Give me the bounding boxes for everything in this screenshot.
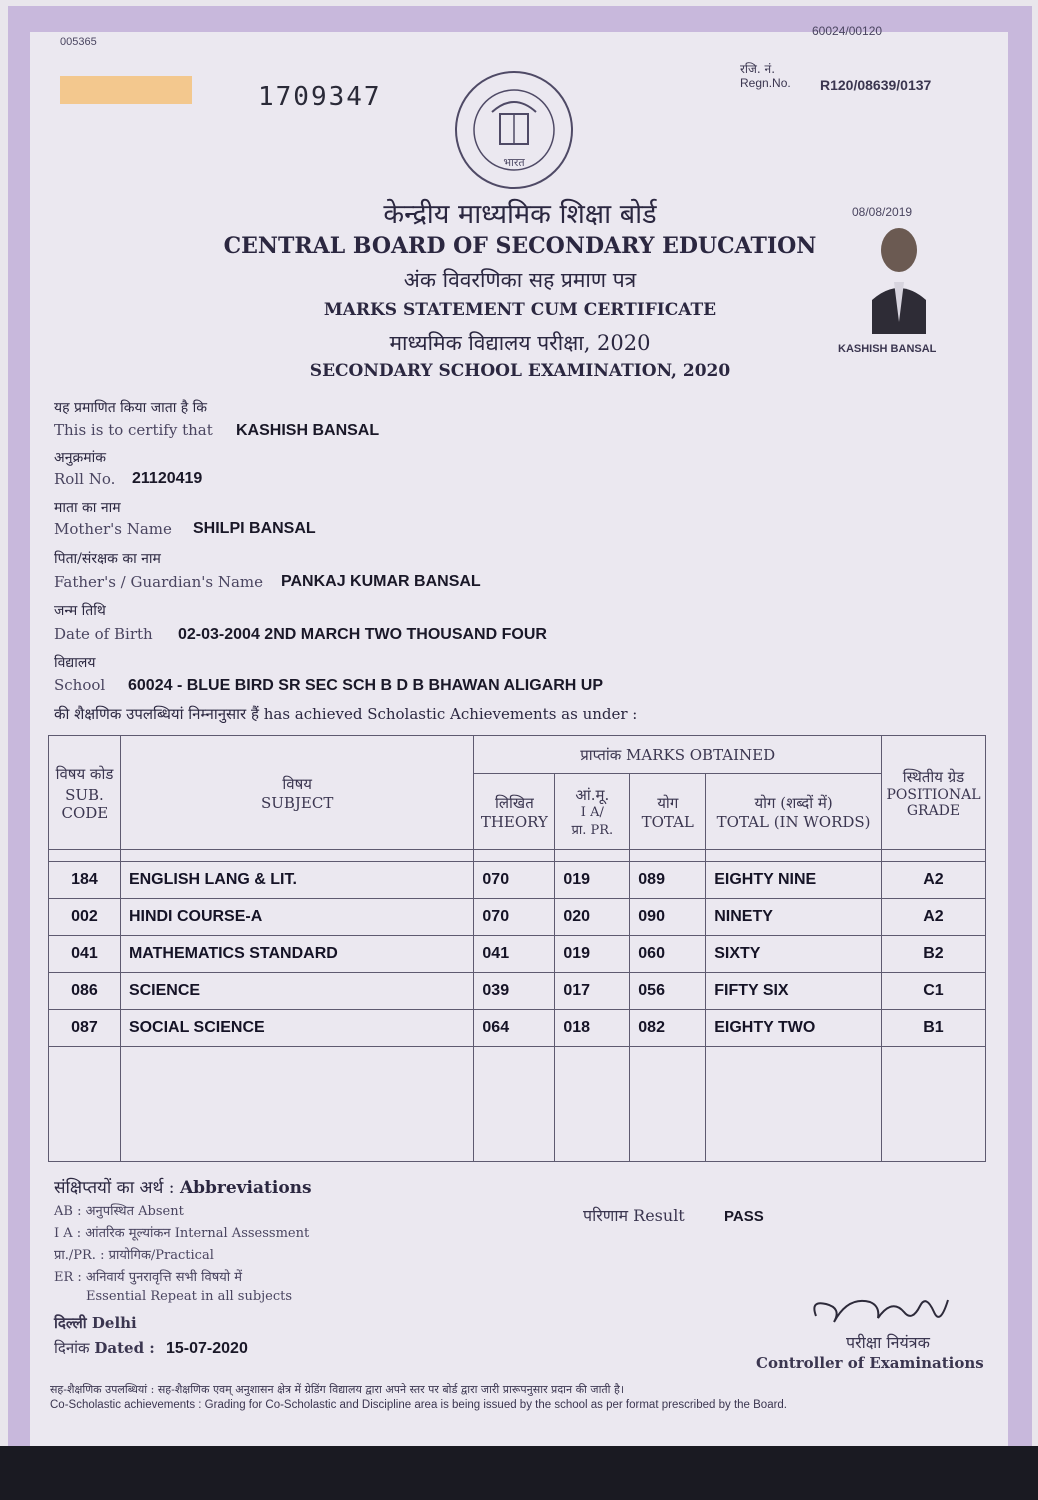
- father-label-hindi: पिता/संरक्षक का नाम: [54, 551, 161, 567]
- header-total-english: TOTAL: [641, 812, 694, 831]
- table-row: [49, 1010, 986, 1047]
- cell-grade: A2: [881, 899, 985, 936]
- header-marks-hindi: प्राप्तांक: [580, 745, 622, 764]
- cell-ia: 019: [555, 862, 630, 899]
- header-subject-english: SUBJECT: [260, 793, 334, 812]
- result-label-english: Result: [633, 1206, 685, 1225]
- header-ia-hindi: आं.मू.: [575, 786, 610, 804]
- father-label-english: Father's / Guardian's Name: [54, 573, 263, 591]
- cell-grade: C1: [881, 973, 985, 1010]
- header-grade: [881, 736, 985, 850]
- header-sub-code: [49, 736, 121, 850]
- header-theory: [474, 774, 555, 850]
- cell-ia: 018: [555, 1010, 630, 1047]
- achievements-hindi: की शैक्षणिक उपलब्धियां निम्नानुसार हैं: [54, 705, 259, 723]
- result-value: PASS: [724, 1208, 764, 1225]
- header-ia-practical: प्रा. PR.: [571, 823, 614, 838]
- cell-subject: SOCIAL SCIENCE: [120, 1010, 473, 1047]
- roll-label-english: Roll No.: [54, 470, 116, 488]
- cell-words: EIGHTY TWO: [706, 1010, 882, 1047]
- header-grade-english: POSITIONAL GRADE: [886, 786, 981, 819]
- marks-table: [48, 735, 986, 1162]
- board-title-english: CENTRAL BOARD OF SECONDARY EDUCATION: [223, 233, 817, 259]
- cell-words: NINETY: [706, 899, 882, 936]
- cell-subject: SCIENCE: [120, 973, 473, 1010]
- cell-code: 184: [49, 862, 121, 899]
- mother-label-english: Mother's Name: [54, 520, 172, 538]
- student-name: KASHISH BANSAL: [236, 422, 380, 439]
- achievements-english: has achieved Scholastic Achievements as under :: [263, 705, 638, 723]
- school-name: 60024 - BLUE BIRD SR SEC SCH B D B BHAWAN ALIGARH UP: [128, 677, 604, 694]
- abbreviations-title-hindi: संक्षिप्तयों का अर्थ :: [54, 1178, 175, 1198]
- controller-signature: [808, 1282, 958, 1334]
- place: [54, 1313, 137, 1333]
- dob-label-hindi: जन्म तिथि: [54, 603, 106, 619]
- place-hindi: दिल्ली: [54, 1314, 87, 1332]
- issue-date: 15-07-2020: [166, 1340, 248, 1357]
- certificate-title-hindi: अंक विवरणिका सह प्रमाण पत्र: [403, 268, 637, 292]
- table-row: [49, 899, 986, 936]
- cell-subject: ENGLISH LANG & LIT.: [120, 862, 473, 899]
- photo-caption: KASHISH BANSAL: [838, 343, 937, 355]
- result-label: [583, 1204, 685, 1226]
- header-total-words: [706, 774, 882, 850]
- abbr-essential-repeat-hindi: ER : अनिवार्य पुनरावृत्ति सभी विषयो में: [54, 1270, 243, 1285]
- cell-code: 086: [49, 973, 121, 1010]
- result-label-hindi: परिणाम: [583, 1206, 629, 1225]
- header-subject-hindi: विषय: [282, 774, 312, 793]
- co-scholastic-note-hindi: सह-शैक्षणिक उपलब्धियां : सह-शैक्षणिक एवम् अनुशासन क्षेत्र में ग्रेडिंग विद्यालय द्वारा अपने स्तर पर बोर्ड द्वारा जारी प्रारूपनुसार प्रदान की जाती है।: [50, 1383, 625, 1396]
- cell-words: EIGHTY NINE: [706, 862, 882, 899]
- abbr-internal-assessment: I A : आंतरिक मूल्यांकन Internal Assessment: [54, 1226, 310, 1241]
- dated-label-hindi: दिनांक: [54, 1339, 90, 1357]
- cell-subject: MATHEMATICS STANDARD: [120, 936, 473, 973]
- mother-name: SHILPI BANSAL: [193, 520, 316, 537]
- header-marks-english: MARKS OBTAINED: [626, 745, 776, 764]
- cell-total: 090: [630, 899, 706, 936]
- cell-ia: 019: [555, 936, 630, 973]
- cell-code: 041: [49, 936, 121, 973]
- student-photo: [868, 222, 930, 334]
- cell-theory: 070: [474, 899, 555, 936]
- cell-theory: 039: [474, 973, 555, 1010]
- abbr-practical: प्रा./PR. : प्रायोगिक/Practical: [54, 1248, 214, 1263]
- header-words-english: TOTAL (IN WORDS): [716, 812, 871, 831]
- serial-left: 005365: [60, 36, 97, 48]
- achievements-line: [54, 704, 637, 724]
- seal-bottom-text: भारत: [503, 156, 525, 169]
- table-row: [49, 973, 986, 1010]
- header-subject: [120, 736, 473, 850]
- regn-label-hindi: रजि. नं.: [740, 62, 776, 76]
- header-sub-code-english: SUB. CODE: [61, 785, 109, 822]
- cell-ia: 017: [555, 973, 630, 1010]
- certify-label-english: This is to certify that: [54, 421, 213, 439]
- regn-label: [740, 62, 791, 90]
- cell-ia: 020: [555, 899, 630, 936]
- table-row: [49, 936, 986, 973]
- header-ia-english: I A/: [580, 805, 604, 820]
- controller-title-hindi: परीक्षा नियंत्रक: [846, 1333, 930, 1352]
- cell-code: 002: [49, 899, 121, 936]
- cell-theory: 064: [474, 1010, 555, 1047]
- co-scholastic-note-english: Co-Scholastic achievements : Grading for Co-Scholastic and Discipline area is being issued by the school as per format prescribed by the Board.: [50, 1399, 788, 1411]
- photo-date: 08/08/2019: [852, 205, 913, 219]
- exam-title-english: SECONDARY SCHOOL EXAMINATION, 2020: [309, 361, 731, 381]
- certificate-number: 1709347: [258, 82, 382, 112]
- place-english: Delhi: [91, 1314, 137, 1332]
- cell-grade: B1: [881, 1010, 985, 1047]
- header-total-hindi: योग: [657, 793, 679, 812]
- dob-label-english: Date of Birth: [54, 625, 153, 643]
- dated-label: [54, 1338, 155, 1358]
- cell-total: 082: [630, 1010, 706, 1047]
- exam-title-hindi: माध्यमिक विद्यालय परीक्षा, 2020: [389, 331, 651, 355]
- header-total: [630, 774, 706, 850]
- dark-background-strip: [0, 1446, 1038, 1500]
- cell-theory: 041: [474, 936, 555, 973]
- header-ia-pr: [555, 774, 630, 850]
- abbreviations-title-english: Abbreviations: [179, 1178, 312, 1198]
- certify-label-hindi: यह प्रमाणित किया जाता है कि: [54, 400, 208, 416]
- cell-total: 089: [630, 862, 706, 899]
- abbr-essential-repeat-english: Essential Repeat in all subjects: [86, 1289, 293, 1304]
- dated-label-english: Dated :: [94, 1339, 155, 1357]
- date-of-birth: 02-03-2004 2ND MARCH TWO THOUSAND FOUR: [178, 626, 547, 643]
- abbreviations-title: [54, 1175, 312, 1198]
- table-row: [49, 862, 986, 899]
- header-marks-obtained: [474, 736, 882, 774]
- header-theory-english: THEORY: [480, 812, 548, 831]
- roll-number: 21120419: [132, 470, 203, 487]
- mother-label-hindi: माता का नाम: [54, 500, 121, 516]
- cbse-seal-icon: [452, 68, 576, 192]
- cell-words: FIFTY SIX: [706, 973, 882, 1010]
- regn-label-english: Regn.No.: [740, 76, 791, 90]
- header-sub-code-hindi: विषय कोड: [55, 764, 114, 783]
- cell-subject: HINDI COURSE-A: [120, 899, 473, 936]
- school-label-hindi: विद्यालय: [54, 655, 96, 671]
- cell-theory: 070: [474, 862, 555, 899]
- cell-grade: A2: [881, 862, 985, 899]
- cell-total: 060: [630, 936, 706, 973]
- serial-right: 60024/00120: [812, 24, 883, 38]
- header-grade-hindi: स्थितीय ग्रेड: [902, 767, 965, 786]
- school-label-english: School: [54, 676, 106, 694]
- header-words-hindi: योग (शब्दों में): [754, 793, 833, 812]
- certificate-title-english: MARKS STATEMENT CUM CERTIFICATE: [323, 300, 717, 320]
- highlight-mark: [60, 76, 192, 104]
- roll-label-hindi: अनुक्रमांक: [54, 450, 106, 466]
- cell-code: 087: [49, 1010, 121, 1047]
- cell-grade: B2: [881, 936, 985, 973]
- cell-words: SIXTY: [706, 936, 882, 973]
- controller-title-english: Controller of Examinations: [756, 1354, 984, 1372]
- regn-number: R120/08639/0137: [820, 77, 932, 93]
- abbr-absent: AB : अनुपस्थित Absent: [54, 1204, 184, 1219]
- header-theory-hindi: लिखित: [494, 793, 534, 812]
- father-name: PANKAJ KUMAR BANSAL: [281, 573, 481, 590]
- board-title-hindi: केन्द्रीय माध्यमिक शिक्षा बोर्ड: [383, 199, 657, 230]
- cell-total: 056: [630, 973, 706, 1010]
